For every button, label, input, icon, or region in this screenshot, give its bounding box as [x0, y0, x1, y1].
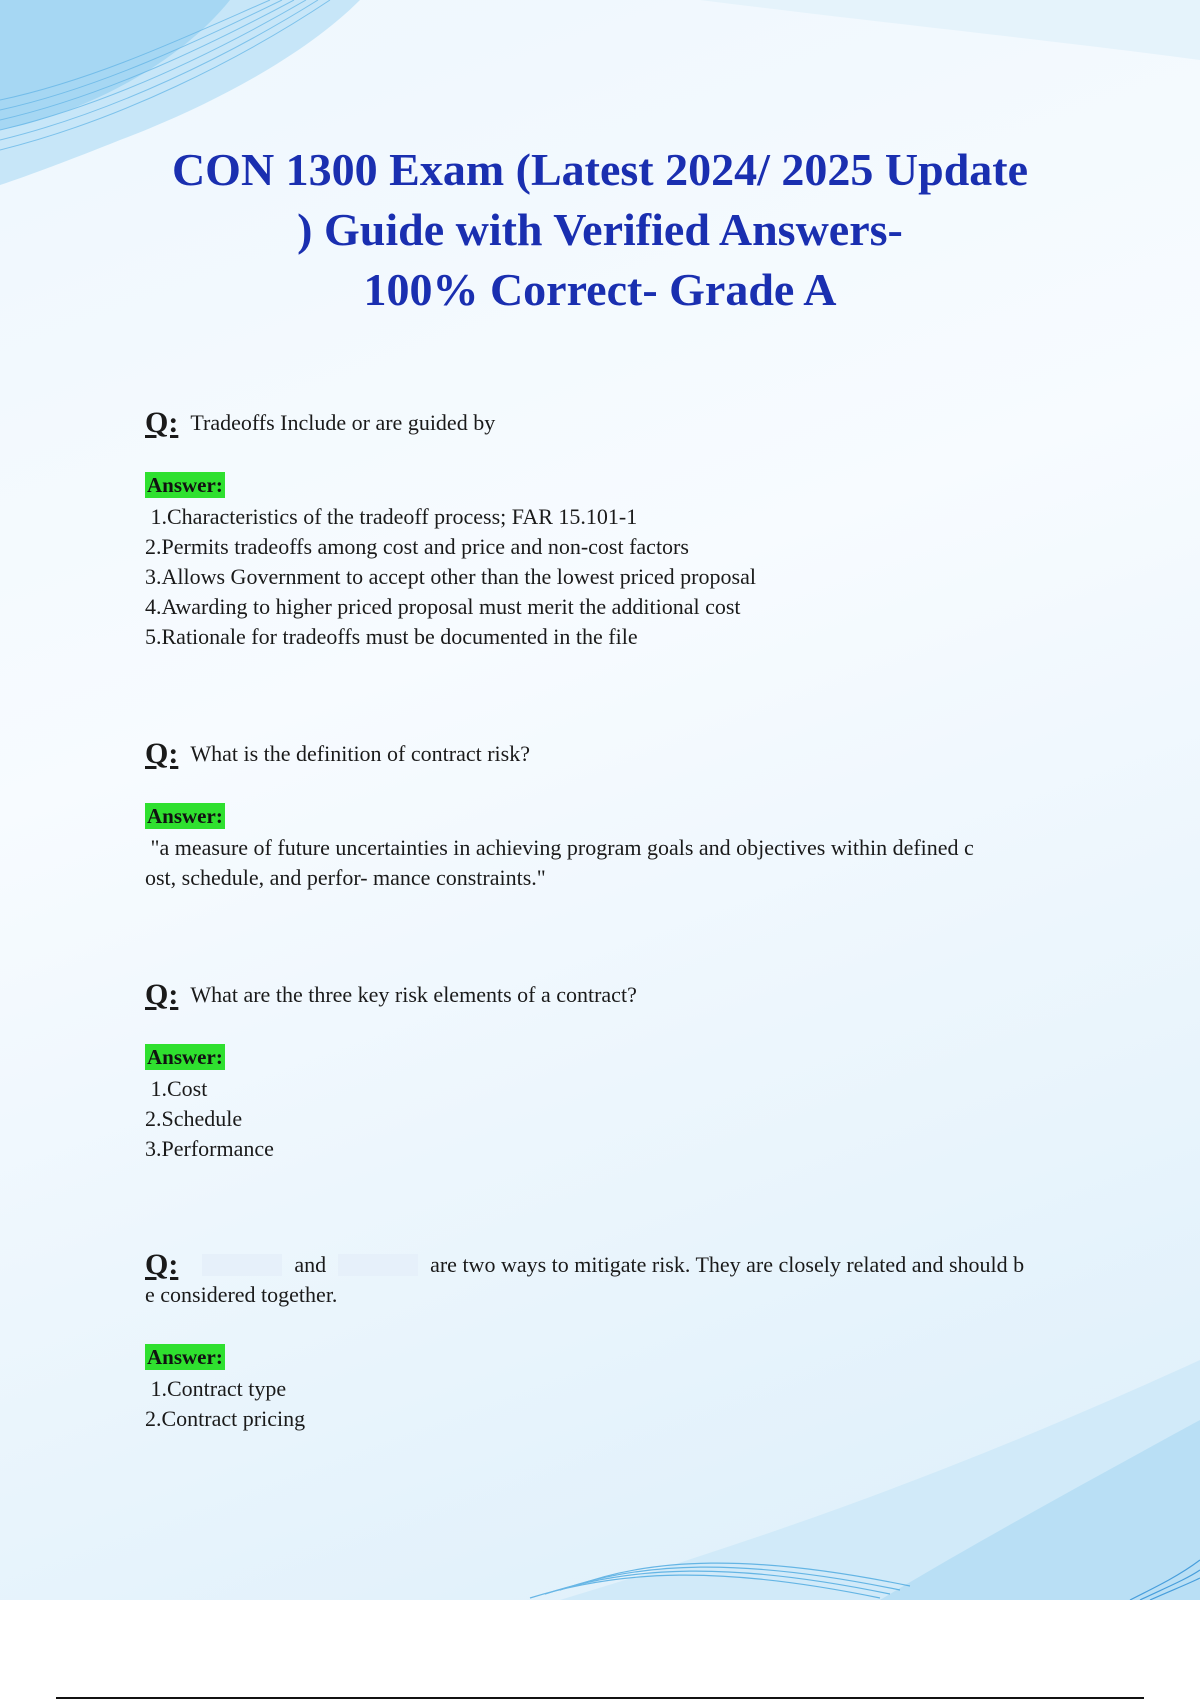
question-text: are two ways to mitigate risk. They are closely related and should b — [430, 1252, 1025, 1277]
answer-label: Answer: — [147, 1045, 223, 1069]
question-text: and — [294, 1252, 327, 1277]
title-line: CON 1300 Exam (Latest 2024/ 2025 Update — [171, 144, 1029, 195]
answer-line: 2.Contract pricing — [145, 1406, 306, 1431]
answer-line: 2.Permits tradeoffs among cost and price and non-cost factors — [145, 534, 689, 559]
answer-text — [145, 833, 1085, 893]
question-label: Q: — [145, 978, 179, 1011]
answer-line: 2.Schedule — [145, 1106, 243, 1131]
title-line: 100% Correct- Grade A — [363, 264, 837, 315]
answer-text — [145, 502, 1085, 652]
answer-line: 4.Awarding to higher priced proposal must merit the additional cost — [145, 594, 741, 619]
question-block-3 — [145, 980, 1085, 1164]
question-block-4 — [145, 1250, 1085, 1434]
answer-text — [145, 1074, 1085, 1164]
question-text: Tradeoffs Include or are guided by — [190, 410, 496, 435]
answer-line: 1.Characteristics of the tradeoff process; FAR 15.101-1 — [145, 504, 638, 529]
question-line: e considered together. — [145, 1282, 338, 1307]
question-line — [145, 980, 1085, 1010]
question-text: What is the definition of contract risk? — [190, 741, 530, 766]
question-text: What are the three key risk elements of a contract? — [190, 982, 637, 1007]
question-label: Q: — [145, 1248, 179, 1281]
answer-line: 1.Cost — [145, 1076, 208, 1101]
question-label: Q: — [145, 406, 179, 439]
question-line — [145, 1250, 1085, 1280]
question-block-2 — [145, 739, 1085, 893]
fill-in-blank — [338, 1254, 418, 1276]
question-label: Q: — [145, 737, 179, 770]
question-line — [145, 408, 1085, 438]
answer-text — [145, 1374, 1085, 1434]
fill-in-blank — [202, 1254, 282, 1276]
footer-divider — [56, 1697, 1144, 1699]
answer-line: 3.Allows Government to accept other than the lowest priced proposal — [145, 564, 756, 589]
answer-line: ost, schedule, and perfor- mance constraints." — [145, 865, 546, 890]
answer-label: Answer: — [147, 473, 223, 497]
answer-line: 3.Performance — [145, 1136, 274, 1161]
document-title — [100, 140, 1100, 320]
title-line: ) Guide with Verified Answers- — [297, 204, 903, 255]
answer-line: 5.Rationale for tradeoffs must be documented in the file — [145, 624, 638, 649]
answer-label: Answer: — [147, 804, 223, 828]
question-line — [145, 739, 1085, 769]
answer-line: 1.Contract type — [145, 1376, 287, 1401]
question-block-1 — [145, 408, 1085, 652]
answer-line: "a measure of future uncertainties in achieving program goals and objectives within defined c — [145, 835, 974, 860]
answer-label: Answer: — [147, 1345, 223, 1369]
